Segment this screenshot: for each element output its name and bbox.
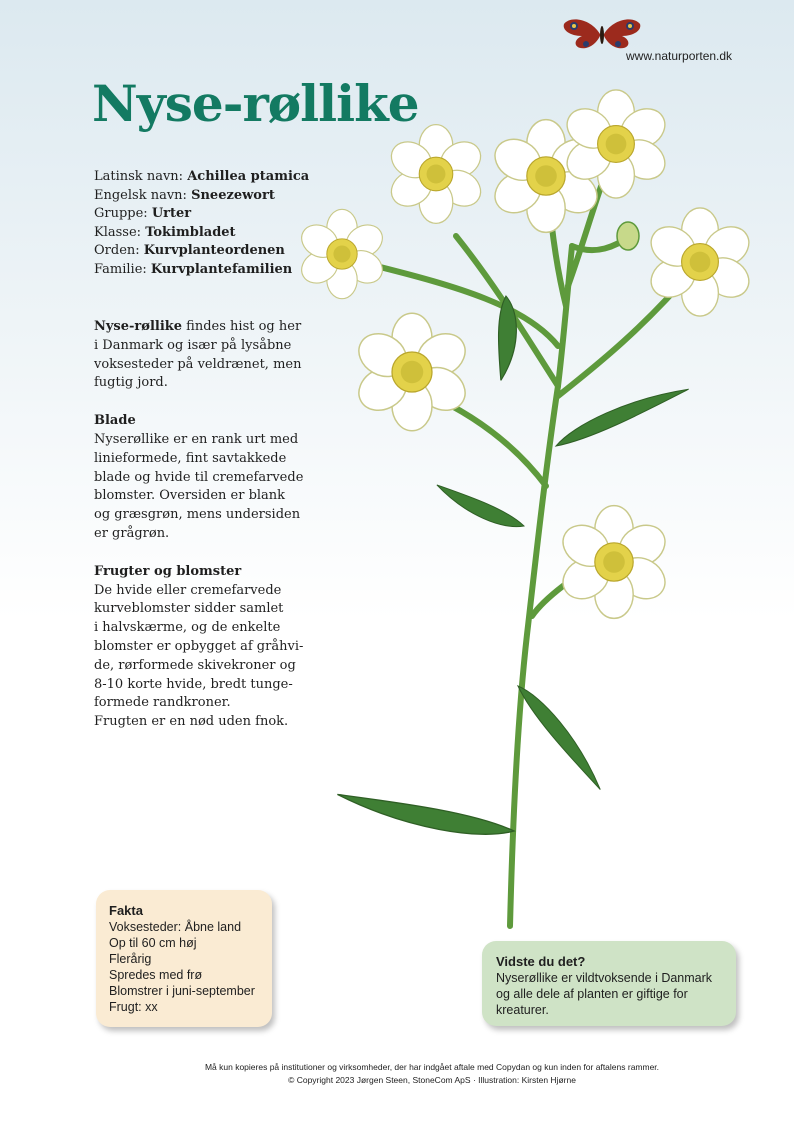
footer-license: Må kun kopieres på institutioner og virksomheder, der har indgået aftale med Copydan og kun inden for aftalens rammer. (204, 1062, 660, 1072)
section-text-fruit: De hvide eller cremefarvede kurveblomster sidder samlet i halvskærme, og de enkelte blomster er opbygget af gråhvi- de, rørformede skivekroner og 8-10 korte hvide, bredt tunge- formede randkroner. Frugten er en nød uden fnok. (94, 582, 304, 730)
taxonomy-order: Orden: Kurvplanteordenen (94, 243, 285, 259)
did-you-know-title: Vidste du det? (496, 954, 586, 969)
taxonomy-family: Familie: Kurvplantefamilien (94, 261, 293, 277)
taxonomy-latin: Latinsk navn: Achillea ptamica (94, 169, 310, 184)
did-you-know-line: og alle dele af planten er giftige for (496, 987, 688, 1001)
fakta-item: Op til 60 cm høj (109, 936, 197, 950)
plant-illustration (296, 86, 766, 936)
intro-paragraph: Nyse-røllike findes hist og her i Danmark og især på lysåbne voksesteder på veldrænet, men fugtig jord. (94, 319, 302, 391)
fakta-item: Blomstrer i juni-september (109, 984, 255, 998)
taxonomy-group: Gruppe: Urter (94, 206, 192, 222)
fakta-item: Voksesteder: Åbne land (109, 920, 242, 934)
taxonomy-class: Klasse: Tokimbladet (94, 224, 236, 240)
footer (0, 1061, 794, 1086)
footer-copyright: © Copyright 2023 Jørgen Steen, StoneCom ApS · Illustration: Kirsten Hjørne (288, 1074, 576, 1085)
section-heading-fruit: Frugter og blomster (94, 563, 242, 579)
fakta-item: Flerårig (109, 952, 152, 966)
fakta-box (96, 890, 272, 1027)
butterfly-icon (560, 14, 644, 54)
page-title: Nyse-røllike (92, 74, 419, 133)
taxonomy-english: Engelsk navn: Sneezewort (94, 187, 275, 203)
site-url[interactable]: www.naturporten.dk (626, 49, 733, 63)
did-you-know-line: Nyserøllike er vildtvoksende i Danmark (496, 971, 713, 985)
fakta-item: Spredes med frø (109, 968, 203, 982)
did-you-know-line: kreaturer. (496, 1003, 549, 1017)
fakta-item: Frugt: xx (109, 1000, 158, 1014)
did-you-know-box (482, 941, 736, 1026)
section-text-blade: Nyserøllike er en rank urt med linieformede, fint savtakkede blade og hvide til cremefarvede blomster. Oversiden er blank og græsgrøn, mens undersiden er grågrøn. (94, 431, 304, 541)
section-heading-blade: Blade (94, 413, 136, 429)
fakta-title: Fakta (109, 903, 143, 918)
description (94, 318, 309, 732)
